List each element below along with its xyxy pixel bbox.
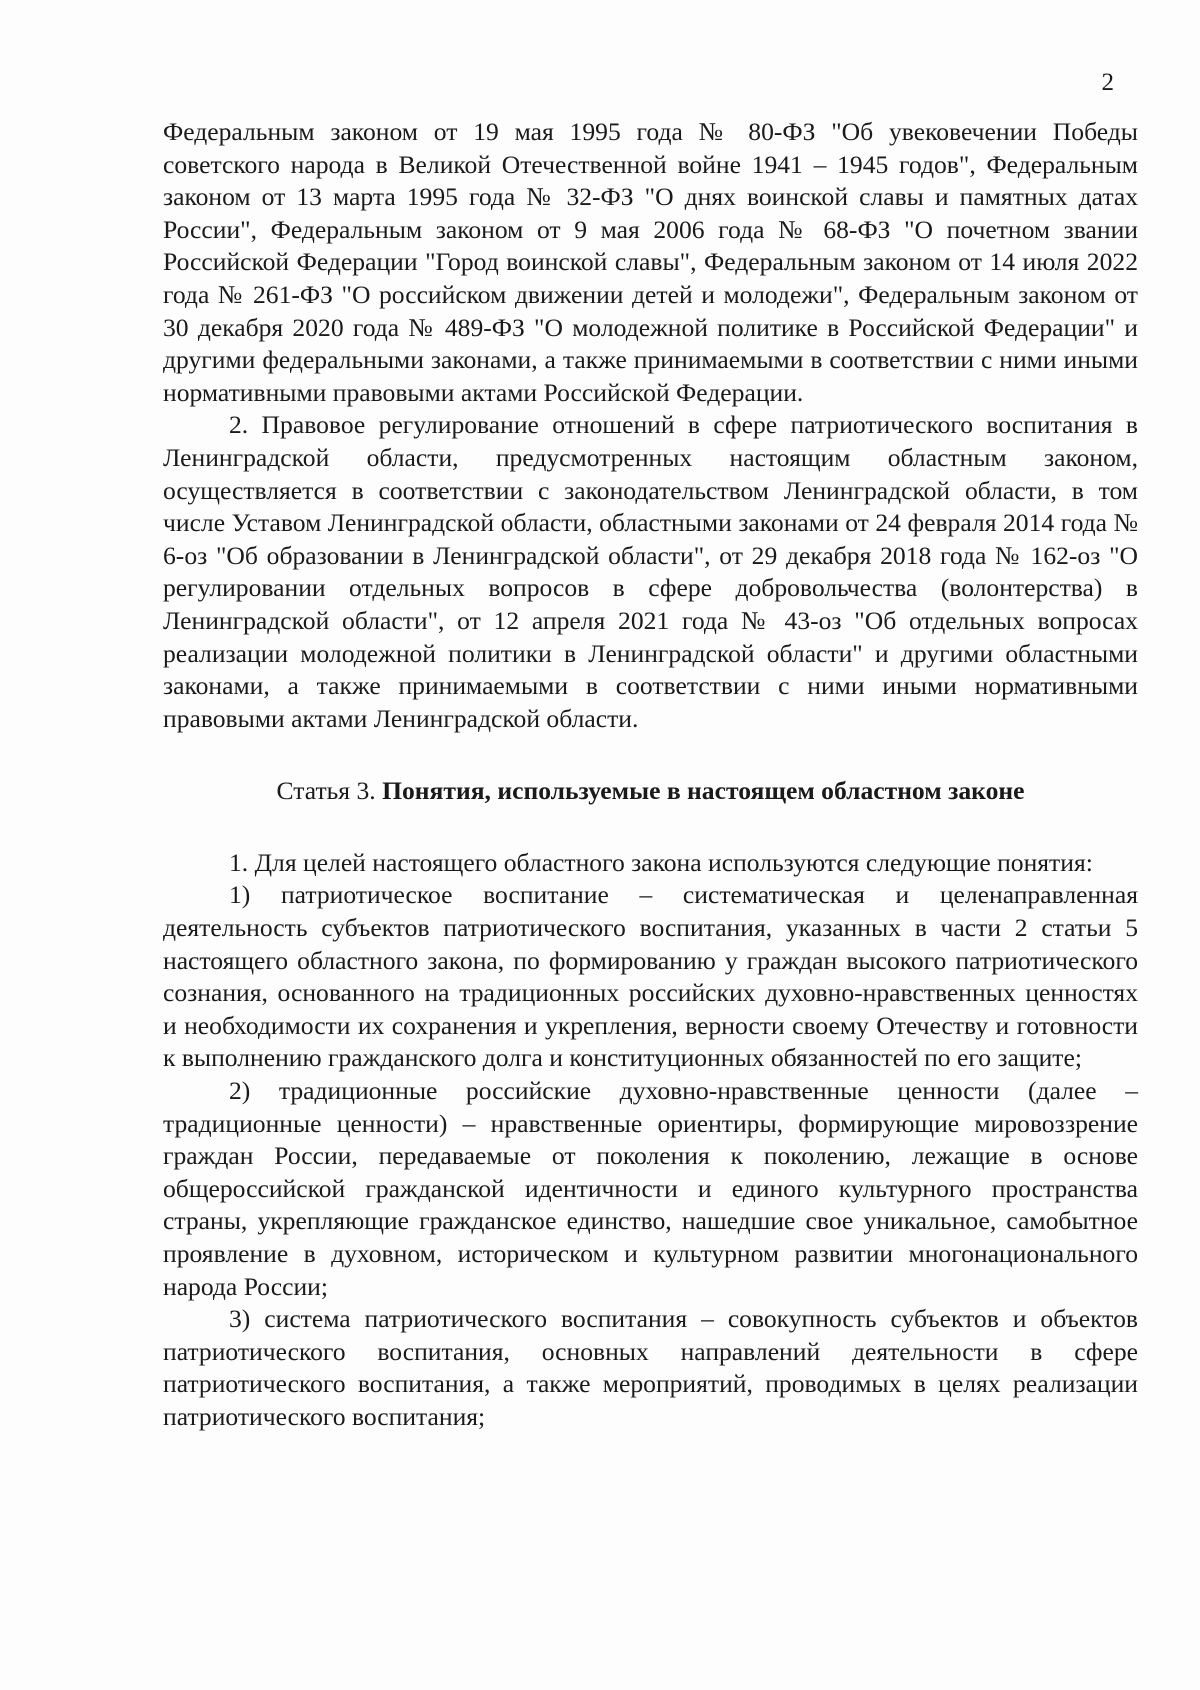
paragraph-part-1: 1. Для целей настоящего областного закона используются следующие понятия:: [229, 847, 1093, 877]
article-label: Статья 3.: [276, 776, 383, 806]
definition-item-1: 1) патриотическое воспитание – систематическая и целенаправленная деятельность субъектов патриотического воспитания, указанных в части 2 статьи 5 настоящего областного закона, по формированию у граждан высокого патриотического сознания, основанного на традиционных российских духовно-нравственных ценностях и необходимости их сохранения и укрепления, верности своему Отечеству и готовности к выполнению гражданского долга и конституционных обязанностей по его защите;: [163, 880, 1138, 1073]
paragraph-part-2: 2. Правовое регулирование отношений в сфере патриотического воспитания в Ленинградской области, предусмотренных настоящим областным законом, осуществляется в соответствии с законодательством Ленинградской области, в том числе Уставом Ленинградской области, областными законами от 24 февраля 2014 года № 6-оз "Об образовании в Ленинградской области", от 29 декабря 2018 года № 162-оз "О регулировании отдельных вопросов в сфере добровольчества (волонтерства) в Ленинградской области", от 12 апреля 2021 года № 43-оз "Об отдельных вопросах реализации молодежной политики в Ленинградской области" и другими областными законами, а также принимаемыми в соответствии с ними иными нормативными правовыми актами Ленинградской области.: [163, 410, 1138, 733]
article-title: Понятия, используемые в настоящем областном законе: [382, 776, 1025, 806]
page-number: 2: [1101, 69, 1114, 96]
paragraph-continuation: Федеральным законом от 19 мая 1995 года № 80-ФЗ "Об увековечении Победы советского народа в Великой Отечественной войне 1941 – 1945 годов", Федеральным законом от 13 марта 1995 года № 32-ФЗ "О днях воинской славы и памятных датах России", Федеральным законом от 9 мая 2006 года № 68-ФЗ "О почетном звании Российской Федерации "Город воинской славы", Федеральным законом от 14 июля 2022 года № 261-ФЗ "О российском движении детей и молодежи", Федеральным законом от 30 декабря 2020 года № 489-ФЗ "О молодежной политике в Российской Федерации" и другими федеральными законами, а также принимаемыми в соответствии с ними иными нормативными правовыми актами Российской Федерации.: [163, 117, 1138, 407]
definition-item-3: 3) система патриотического воспитания – совокупность субъектов и объектов патриотического воспитания, основных направлений деятельности в сфере патриотического воспитания, а также мероприятий, проводимых в целях реализации патриотического воспитания;: [163, 1304, 1138, 1431]
document-body: [163, 116, 1138, 1434]
article-heading: [163, 775, 1138, 808]
definition-item-2: 2) традиционные российские духовно-нравственные ценности (далее – традиционные ценности) – нравственные ориентиры, формирующие мировоззрение граждан России, передаваемые от поколения к поколению, лежащие в основе общероссийской гражданской идентичности и единого культурного пространства страны, укрепляющие гражданское единство, нашедшие свое уникальное, самобытное проявление в духовном, историческом и культурном развитии многонационального народа России;: [163, 1076, 1138, 1301]
